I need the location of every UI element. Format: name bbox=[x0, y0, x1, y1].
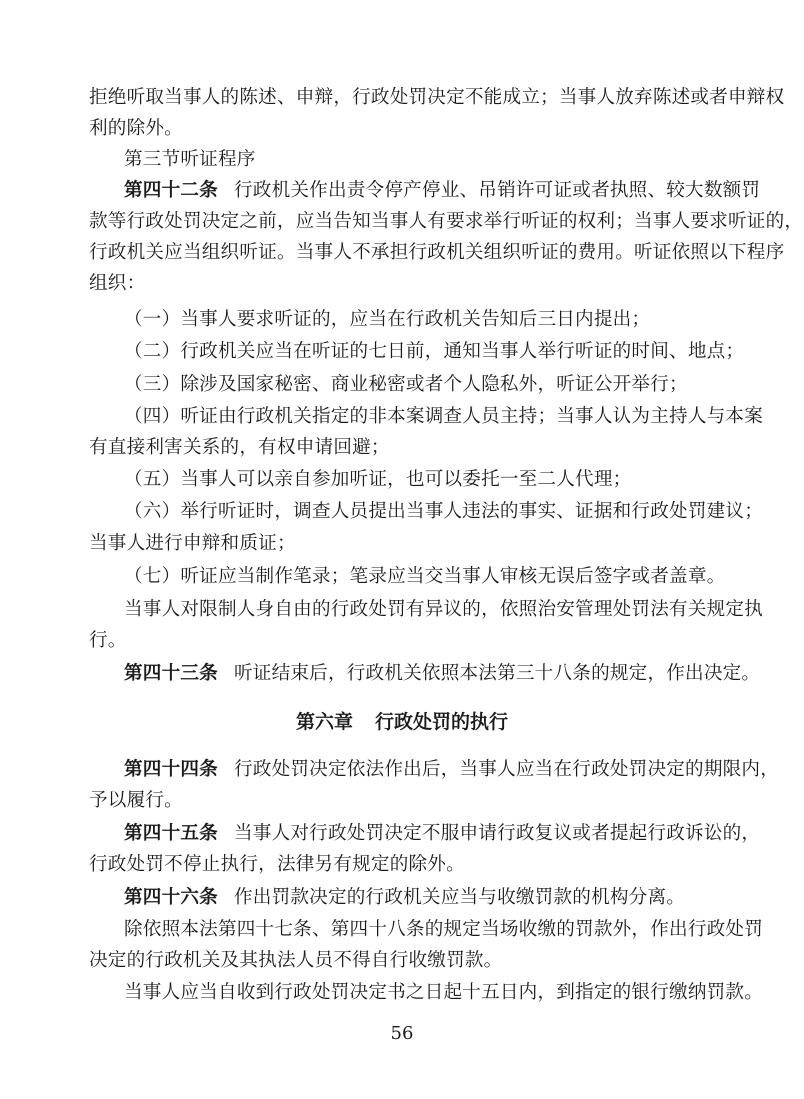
article-title: 第四十二条 bbox=[124, 180, 218, 201]
list-item: （七）听证应当制作笔录；笔录应当交当事人审核无误后签字或者盖章。 bbox=[124, 566, 726, 587]
text-line: 组织： bbox=[89, 273, 146, 294]
text-line: 行政机关应当组织听证。当事人不承担行政机关组织听证的费用。听证依照以下程序 bbox=[89, 242, 785, 263]
text-line: 予以履行。 bbox=[89, 790, 183, 811]
page-number: 56 bbox=[390, 1023, 414, 1044]
text-line: 当事人进行申辩和质证； bbox=[89, 533, 296, 554]
text-line: 除依照本法第四十七条、第四十八条的规定当场收缴的罚款外，作出行政处罚 bbox=[124, 919, 763, 940]
article-43 bbox=[124, 660, 761, 688]
list-item: （二）行政机关应当在听证的七日前，通知当事人举行听证的时间、地点； bbox=[124, 341, 745, 362]
article-title: 第四十三条 bbox=[124, 663, 218, 684]
article-title: 第四十五条 bbox=[124, 823, 218, 844]
text-line: 行政机关作出责令停产停业、吊销许可证或者执照、较大数额罚 bbox=[233, 180, 761, 201]
article-title: 第四十六条 bbox=[124, 887, 218, 908]
text-line: 当事人对限制人身自由的行政处罚有异议的，依照治安管理处罚法有关规定执 bbox=[124, 599, 763, 620]
text-line: 听证结束后，行政机关依照本法第三十八条的规定，作出决定。 bbox=[233, 663, 761, 684]
text-line: 决定的行政机关及其执法人员不得自行收缴罚款。 bbox=[89, 950, 503, 971]
article-44 bbox=[124, 756, 780, 784]
list-item: （五）当事人可以亲自参加听证，也可以委托一至二人代理； bbox=[124, 469, 632, 490]
chapter-heading bbox=[0, 708, 804, 736]
text-line: 有直接利害关系的，有权申请回避； bbox=[89, 437, 390, 458]
text-line: 拒绝听取当事人的陈述、申辩，行政处罚决定不能成立；当事人放弃陈述或者申辩权 bbox=[89, 87, 785, 108]
text-line: 行。 bbox=[89, 630, 127, 651]
list-item: （四）听证由行政机关指定的非本案调查人员主持；当事人认为主持人与本案 bbox=[124, 406, 763, 427]
article-title: 第四十四条 bbox=[124, 759, 218, 780]
section-heading: 第三节听证程序 bbox=[124, 149, 256, 170]
text-line: 款等行政处罚决定之前，应当告知当事人有要求举行听证的权利；当事人要求听证的， bbox=[89, 211, 804, 232]
article-42 bbox=[124, 177, 761, 205]
text-line: 行政处罚决定依法作出后，当事人应当在行政处罚决定的期限内， bbox=[233, 759, 780, 780]
list-item: （一）当事人要求听证的，应当在行政机关告知后三日内提出； bbox=[124, 309, 651, 330]
article-45 bbox=[124, 820, 761, 848]
text-line: 当事人应当自收到行政处罚决定书之日起十五日内，到指定的银行缴纳罚款。 bbox=[124, 982, 763, 1003]
list-item: （三）除涉及国家秘密、商业秘密或者个人隐私外，听证公开举行； bbox=[124, 374, 688, 395]
chapter-number: 第六章 bbox=[295, 711, 353, 733]
article-46 bbox=[124, 884, 724, 912]
text-line: 行政处罚不停止执行，法律另有规定的除外。 bbox=[89, 854, 465, 875]
text-line: 当事人对行政处罚决定不服申请行政复议或者提起行政诉讼的， bbox=[233, 823, 761, 844]
text-line: 利的除外。 bbox=[89, 118, 183, 139]
chapter-title: 行政处罚的执行 bbox=[375, 711, 509, 733]
text-line: 作出罚款决定的行政机关应当与收缴罚款的机构分离。 bbox=[233, 887, 686, 908]
list-item: （六）举行听证时，调查人员提出当事人违法的事实、证据和行政处罚建议； bbox=[124, 501, 763, 522]
